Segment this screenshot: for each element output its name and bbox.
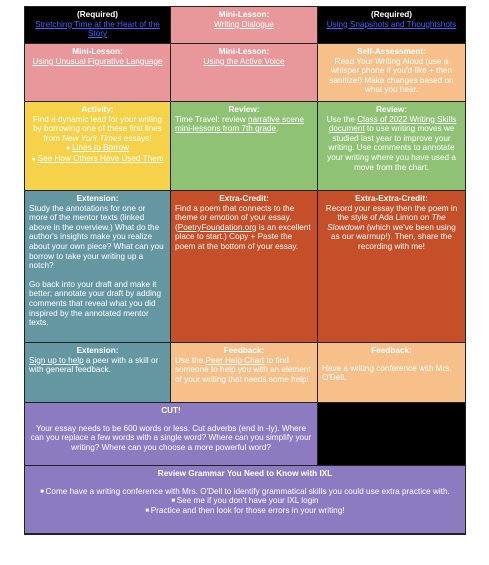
cell-title: Review: (228, 105, 260, 114)
cell-active-voice (171, 44, 318, 102)
cell-title: Extra-Extra-Credit: (355, 194, 428, 203)
cell-body: Study the annotations for one or more of the mentor texts (linked above in the overview.) What do the author's insights make you realize about your own piece? What can you borrow to take your writing up a notch? (29, 203, 164, 271)
cell-body: to find someone to help you with an element of your writing that needs some help! (175, 355, 311, 384)
cell-title: Feedback: (371, 346, 412, 355)
cell-writing-skills (318, 102, 465, 191)
row-mini-lessons (25, 44, 465, 102)
cell-title: Self-Assessment: (357, 47, 426, 56)
list-item (29, 143, 166, 153)
cell-title: (Required) (77, 10, 118, 19)
cell-self-assessment (318, 44, 465, 102)
row-required (25, 7, 465, 44)
snapshots-link[interactable]: Using Snapshots and Thoughtshots (326, 19, 457, 29)
cell-title: Review: (376, 105, 407, 114)
cell-title: Mini-Lesson: (218, 10, 270, 19)
cell-body: Find a poem that connects to the theme or emotion of your essay. ( (175, 203, 295, 232)
cell-peer-help (171, 343, 318, 403)
cell-time-travel (171, 102, 318, 191)
stretching-time-link[interactable]: Stretching Time at the Heart of the Story (35, 19, 160, 39)
activity-link-list (29, 143, 166, 163)
list-item (29, 154, 166, 164)
active-voice-link[interactable]: Using the Active Voice (203, 56, 285, 66)
list-item-text: Practice and then look for those errors in your writing! (150, 505, 345, 515)
cell-grammar (25, 466, 465, 534)
cell-body: Find a dynamic lead for your writing by borrowing one of these first lines from (32, 114, 163, 143)
cell-title: Extension: (76, 194, 119, 203)
list-item-text: Come have a writing conference with Mrs. O'Dell to identify grammatical skills you could use extra practice with. (45, 486, 450, 496)
narrative-lessons-link[interactable]: narrative scene mini-lessons from 7th grade (175, 114, 304, 134)
list-item (29, 496, 461, 506)
writing-skills-link[interactable]: Class of 2022 Writing Skills document (328, 114, 457, 134)
cell-activity-lead (25, 102, 171, 191)
peer-help-chart-link[interactable]: Peer Help Chart (205, 355, 265, 365)
row-cut (25, 403, 465, 466)
see-others-link[interactable]: See How Others Have Used Them (37, 153, 164, 163)
cell-snapshots (318, 7, 465, 44)
cell-title: CUT! (161, 406, 181, 415)
cell-cut (25, 403, 318, 466)
cell-body: Use the (175, 355, 206, 365)
cell-writing-dialogue (171, 7, 318, 44)
cell-conference (318, 343, 465, 403)
cell-title: Feedback: (223, 346, 265, 355)
row-extension-credit (25, 191, 465, 343)
cell-help-peer (25, 343, 171, 403)
figurative-language-link[interactable]: Using Unusual Figurative Language (32, 56, 163, 66)
cell-title: (Required) (371, 10, 412, 19)
row-grammar (25, 466, 465, 534)
cell-body: Your essay needs to be 600 words or less. Cut adverbs (end in -ly). Where can you replace a few words with a single word? Where can you simplify your writing? Where can you choose a more powerful word? (30, 423, 312, 452)
list-item (29, 487, 461, 497)
cell-extra-extra-credit (318, 191, 465, 343)
cell-title: Activity: (81, 105, 114, 114)
sign-up-help-link[interactable]: Sign up to help (29, 355, 84, 365)
cell-title: Review Grammar You Need to Know with IXL (157, 469, 333, 478)
cell-body: . (276, 124, 279, 134)
cell-title: Mini-Lesson: (218, 47, 270, 56)
lines-to-borrow-link[interactable]: Lines to Borrow (72, 143, 130, 153)
cell-body: Use the (326, 114, 358, 124)
nyt-emphasis: New York Times (62, 133, 122, 143)
cell-body: a peer with a skill or with general feedback. (29, 355, 159, 375)
cell-body: to use writing moves we studied last year to improve your writing. Use comments to annotate your writing where you have used a move from the chart. (327, 124, 456, 172)
poetry-foundation-link[interactable]: PoetryFoundation.org (177, 222, 257, 232)
cell-body: Record your essay then the poem in the style of Ada Limon on (325, 203, 458, 223)
cell-body: (which we've been using as our warmup!). Then, share the recording with me! (331, 222, 456, 251)
cell-body: Read Your Writing Aloud (use a whisper phone if you'd like + then sanitize!) Make changes based on what you hear. (329, 56, 454, 95)
writing-dialogue-link[interactable]: Writing Dialogue (214, 19, 274, 29)
cell-title: Extension: (76, 346, 119, 355)
row-activity-review (25, 102, 465, 191)
cell-title: Mini-Lesson: (72, 47, 123, 56)
cell-body: Have a writing conference with Mrs. O'Dell. (322, 363, 452, 383)
row-feedback (25, 343, 465, 403)
grammar-list (29, 487, 461, 516)
cell-extension-annotations (25, 191, 171, 343)
cell-body: Go back into your draft and make it better; annotate your draft by adding comments that reveal what you did inspired by the annotated mentor texts. (29, 279, 161, 328)
choice-board (24, 6, 466, 535)
cell-stretching-time (25, 7, 171, 44)
slowdown-emphasis: The Slowdown (327, 213, 446, 232)
list-item-text: See me if you don't have your IXL login (176, 496, 319, 506)
cell-body: Time Travel: review (175, 114, 248, 124)
list-item (29, 506, 461, 516)
cell-body: is an excellent place to start.) Copy + Paste the poem at the bottom of your essay. (175, 222, 311, 251)
cell-empty (318, 403, 465, 466)
cell-body: essays! (121, 133, 152, 143)
cell-figurative-language (25, 44, 171, 102)
cell-title: Extra-Credit: (219, 194, 269, 203)
cell-extra-credit (171, 191, 318, 343)
